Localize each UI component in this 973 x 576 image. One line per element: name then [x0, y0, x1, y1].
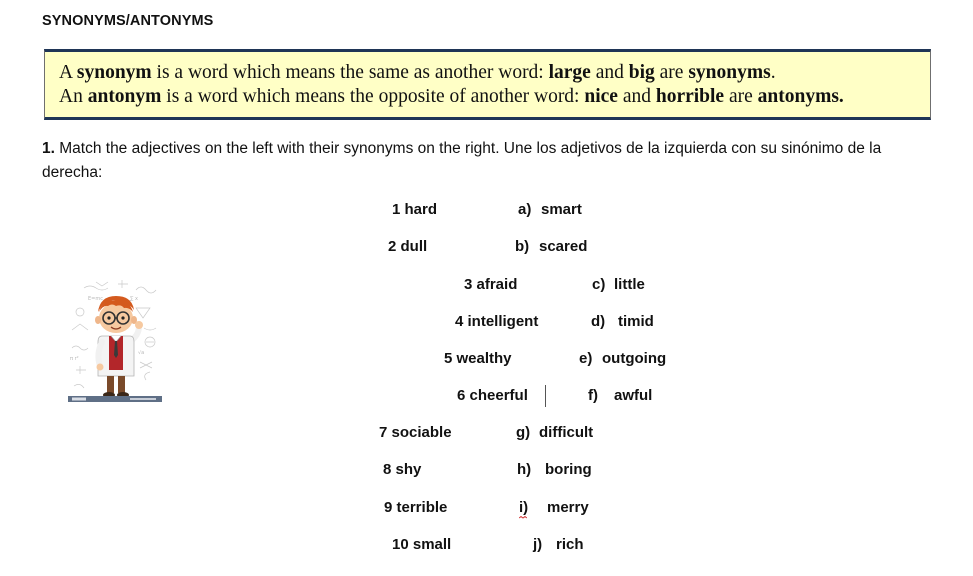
left-word-8: 8 shy	[383, 461, 422, 478]
right-letter-b: b)	[515, 238, 530, 255]
right-synonym-j: rich	[556, 536, 584, 553]
spellcheck-squiggle	[519, 516, 527, 519]
left-word-9: 9 terrible	[384, 499, 448, 516]
right-synonym-g: difficult	[539, 424, 594, 441]
right-synonym-b: scared	[539, 238, 588, 255]
left-word-7: 7 sociable	[379, 424, 452, 441]
right-letter-c: c)	[592, 276, 606, 293]
right-letter-h: h)	[517, 461, 532, 478]
left-word-4: 4 intelligent	[455, 313, 539, 330]
right-letter-i: i)	[519, 499, 529, 516]
right-synonym-i: merry	[547, 499, 589, 516]
exercise-instruction: 1. Match the adjectives on the left with their synonyms on the right. Une los adjetivos de la izquierda con su sinónimo de la derecha:	[42, 140, 882, 181]
right-synonym-a: smart	[541, 201, 582, 218]
right-synonym-e: outgoing	[602, 350, 667, 367]
left-word-10: 10 small	[392, 536, 452, 553]
antonym-definition: An antonym is a word which means the opposite of another word: nice and horrible are antonyms.	[59, 86, 844, 107]
cartoon-scientist-boy-icon	[66, 278, 164, 404]
svg-text:E=mc: E=mc	[88, 296, 103, 302]
right-synonym-h: boring	[545, 461, 592, 478]
right-synonym-c: little	[614, 276, 645, 293]
svg-text:∑ x: ∑ x	[130, 296, 138, 302]
right-letter-a: a)	[518, 201, 532, 218]
text-cursor	[545, 385, 546, 407]
left-word-5: 5 wealthy	[444, 350, 512, 367]
left-word-3: 3 afraid	[464, 276, 518, 293]
right-letter-j: j)	[533, 536, 543, 553]
left-word-2: 2 dull	[388, 238, 428, 255]
right-synonym-d: timid	[618, 313, 654, 330]
page-title: SYNONYMS/ANTONYMS	[42, 13, 214, 29]
definition-box	[44, 49, 931, 120]
svg-text:π r²: π r²	[70, 356, 79, 362]
left-word-1: 1 hard	[392, 201, 438, 218]
left-word-6: 6 cheerful	[457, 387, 528, 404]
right-letter-g: g)	[516, 424, 531, 441]
synonym-definition: A synonym is a word which means the same as another word: large and big are synonyms.	[59, 62, 776, 83]
right-synonym-f: awful	[614, 387, 653, 404]
svg-text:√a: √a	[138, 350, 145, 356]
right-letter-e: e)	[579, 350, 593, 367]
right-letter-d: d)	[591, 313, 606, 330]
right-letter-f: f)	[588, 387, 598, 404]
